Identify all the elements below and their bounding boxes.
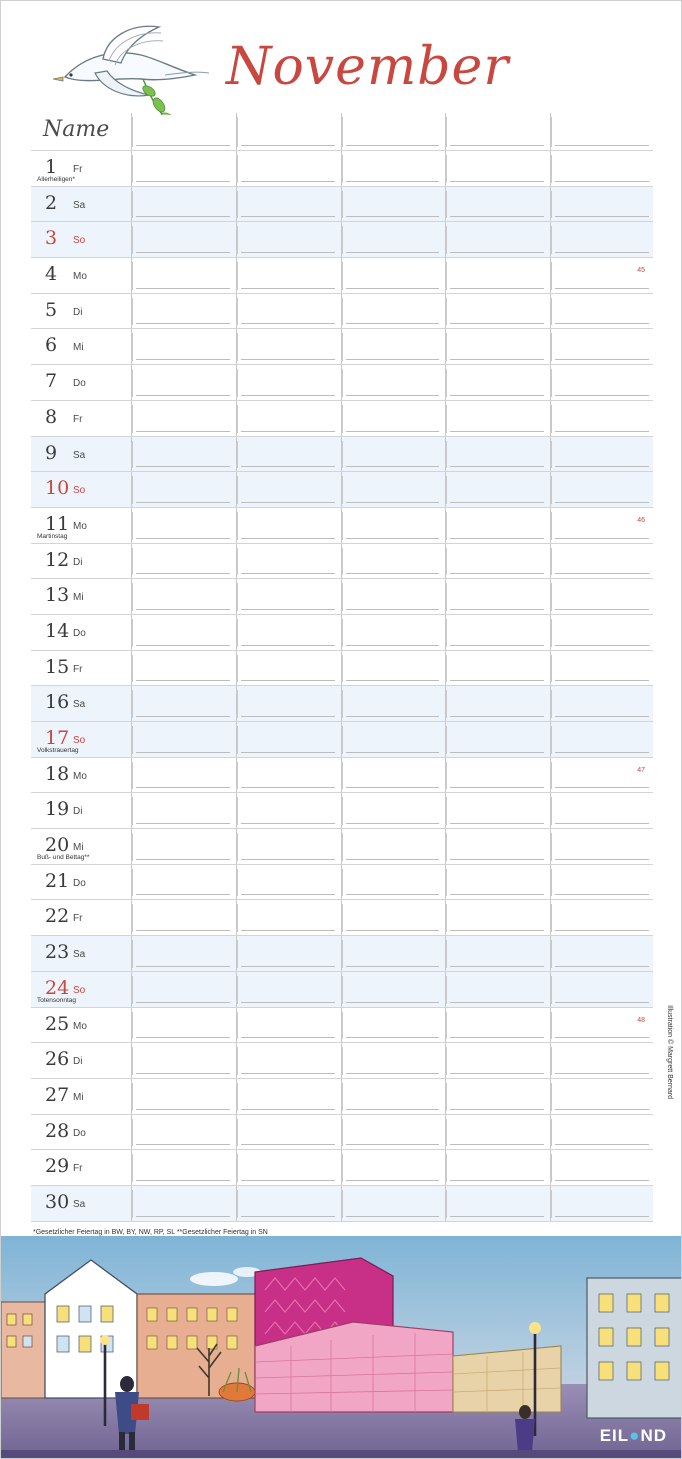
day-row bbox=[31, 151, 653, 187]
entry-cell[interactable] bbox=[236, 187, 339, 223]
name-label-cell bbox=[31, 113, 129, 151]
entry-cell[interactable] bbox=[445, 329, 548, 365]
entry-cell[interactable] bbox=[131, 401, 234, 437]
week-number: 48 bbox=[637, 1016, 645, 1024]
day-row bbox=[31, 936, 653, 972]
day-cell bbox=[31, 615, 129, 651]
entry-cell[interactable] bbox=[341, 472, 444, 508]
entry-cell[interactable] bbox=[550, 437, 653, 473]
entry-cell[interactable] bbox=[341, 437, 444, 473]
entry-cell[interactable] bbox=[236, 437, 339, 473]
entry-cell[interactable] bbox=[131, 508, 234, 544]
entry-cell[interactable] bbox=[131, 686, 234, 722]
entry-cell[interactable] bbox=[445, 651, 548, 687]
day-weekday-abbr: Do bbox=[73, 1127, 86, 1139]
entry-cell[interactable] bbox=[445, 437, 548, 473]
entry-cell[interactable] bbox=[445, 865, 548, 901]
day-number: 1 bbox=[45, 156, 58, 178]
entry-cell[interactable] bbox=[131, 437, 234, 473]
holiday-label: Allerheiligen* bbox=[37, 176, 75, 183]
entry-cell[interactable] bbox=[550, 1079, 653, 1115]
day-number: 11 bbox=[45, 512, 70, 535]
day-weekday-abbr: So bbox=[73, 485, 86, 497]
entry-cell[interactable] bbox=[131, 615, 234, 651]
day-weekday-abbr: Do bbox=[73, 877, 86, 889]
name-column-4[interactable] bbox=[445, 113, 548, 151]
day-number: 3 bbox=[45, 227, 58, 250]
page-title: November bbox=[226, 37, 510, 97]
entry-cell[interactable] bbox=[131, 151, 234, 187]
day-number: 13 bbox=[45, 584, 70, 607]
entry-cell[interactable] bbox=[131, 829, 234, 865]
entry-cell[interactable] bbox=[236, 329, 339, 365]
day-cell bbox=[31, 294, 129, 330]
day-row bbox=[31, 329, 653, 365]
entry-cell[interactable] bbox=[236, 722, 339, 758]
day-cell bbox=[31, 544, 129, 580]
day-weekday-abbr: So bbox=[73, 235, 86, 247]
day-cell bbox=[31, 936, 129, 972]
day-row bbox=[31, 972, 653, 1008]
day-number: 18 bbox=[45, 762, 70, 785]
day-weekday-abbr: Fr bbox=[73, 913, 83, 925]
entry-cell[interactable] bbox=[445, 508, 548, 544]
day-number: 9 bbox=[45, 441, 58, 464]
entry-cell[interactable] bbox=[236, 936, 339, 972]
entry-cell[interactable] bbox=[341, 1186, 444, 1222]
holiday-label: Martinstag bbox=[37, 532, 68, 540]
entry-cell[interactable] bbox=[236, 1043, 339, 1079]
day-weekday-abbr: Mo bbox=[73, 520, 87, 532]
day-number: 28 bbox=[45, 1119, 70, 1142]
day-cell bbox=[31, 508, 129, 544]
entry-cell[interactable] bbox=[445, 722, 548, 758]
day-number: 30 bbox=[45, 1190, 70, 1213]
entry-cell[interactable] bbox=[445, 1008, 548, 1044]
entry-cell[interactable] bbox=[445, 1043, 548, 1079]
entry-cell[interactable] bbox=[550, 722, 653, 758]
entry-cell[interactable] bbox=[445, 258, 548, 294]
entry-cell[interactable] bbox=[550, 972, 653, 1008]
entry-cell[interactable] bbox=[236, 1150, 339, 1186]
brand-logo bbox=[600, 1426, 667, 1446]
entry-cell[interactable] bbox=[550, 1186, 653, 1222]
day-number: 19 bbox=[45, 798, 70, 821]
entry-cell[interactable] bbox=[236, 508, 339, 544]
day-cell bbox=[31, 651, 129, 687]
day-cell bbox=[31, 1115, 129, 1151]
entry-cell[interactable] bbox=[236, 579, 339, 615]
day-row bbox=[31, 829, 653, 865]
day-row bbox=[31, 758, 653, 794]
day-row bbox=[31, 258, 653, 294]
day-number: 6 bbox=[45, 334, 58, 357]
entry-cell[interactable] bbox=[236, 758, 339, 794]
entry-cell[interactable] bbox=[131, 472, 234, 508]
day-row bbox=[31, 579, 653, 615]
day-cell bbox=[31, 579, 129, 615]
entry-cell[interactable] bbox=[445, 900, 548, 936]
entry-cell[interactable] bbox=[131, 329, 234, 365]
entry-cell[interactable] bbox=[131, 1008, 234, 1044]
entry-cell[interactable] bbox=[131, 294, 234, 330]
day-number: 16 bbox=[45, 691, 70, 714]
entry-cell[interactable] bbox=[445, 472, 548, 508]
entry-cell[interactable] bbox=[236, 365, 339, 401]
day-weekday-abbr: Mo bbox=[73, 271, 87, 283]
entry-cell[interactable] bbox=[131, 722, 234, 758]
entry-cell[interactable] bbox=[236, 258, 339, 294]
entry-cell[interactable] bbox=[341, 365, 444, 401]
entry-cell[interactable] bbox=[236, 401, 339, 437]
day-weekday-abbr: Sa bbox=[73, 699, 86, 711]
entry-cell[interactable] bbox=[131, 365, 234, 401]
day-weekday-abbr: Do bbox=[73, 378, 86, 390]
week-number: 46 bbox=[637, 516, 645, 524]
entry-cell[interactable] bbox=[131, 1043, 234, 1079]
entry-cell[interactable] bbox=[341, 294, 444, 330]
day-weekday-abbr: Sa bbox=[73, 1198, 86, 1210]
day-number: 14 bbox=[45, 619, 70, 642]
day-row bbox=[31, 294, 653, 330]
entry-cell[interactable] bbox=[236, 1008, 339, 1044]
day-cell bbox=[31, 686, 129, 722]
day-cell bbox=[31, 900, 129, 936]
entry-cell[interactable] bbox=[341, 1079, 444, 1115]
day-row bbox=[31, 401, 653, 437]
entry-cell[interactable] bbox=[131, 222, 234, 258]
day-number: 17 bbox=[45, 727, 70, 749]
entry-cell[interactable] bbox=[445, 936, 548, 972]
day-cell bbox=[31, 437, 129, 473]
day-cell bbox=[31, 1150, 129, 1186]
day-weekday-abbr: Fr bbox=[73, 164, 83, 175]
entry-cell[interactable] bbox=[341, 615, 444, 651]
name-column-2[interactable] bbox=[236, 113, 339, 151]
entry-cell[interactable] bbox=[131, 1150, 234, 1186]
day-cell bbox=[31, 187, 129, 223]
week-number: 45 bbox=[637, 267, 645, 275]
day-number: 26 bbox=[45, 1048, 70, 1071]
entry-cell[interactable] bbox=[550, 365, 653, 401]
day-weekday-abbr: Fr bbox=[73, 413, 83, 425]
entry-cell[interactable] bbox=[131, 865, 234, 901]
entry-cell[interactable] bbox=[236, 900, 339, 936]
day-cell bbox=[31, 1186, 129, 1222]
entry-cell[interactable] bbox=[445, 1115, 548, 1151]
entry-cell[interactable] bbox=[131, 1115, 234, 1151]
entry-cell[interactable] bbox=[131, 936, 234, 972]
day-number: 4 bbox=[45, 263, 58, 286]
day-number: 10 bbox=[45, 477, 70, 500]
day-cell bbox=[31, 829, 129, 865]
day-number: 29 bbox=[45, 1155, 70, 1178]
city-illustration bbox=[1, 1236, 682, 1459]
day-row bbox=[31, 187, 653, 223]
entry-cell[interactable] bbox=[550, 472, 653, 508]
entry-cell[interactable] bbox=[550, 829, 653, 865]
entry-cell[interactable] bbox=[236, 544, 339, 580]
entry-cell[interactable] bbox=[236, 1079, 339, 1115]
day-weekday-abbr: Di bbox=[73, 556, 83, 568]
day-row bbox=[31, 1115, 653, 1151]
entry-cell[interactable] bbox=[445, 365, 548, 401]
day-weekday-abbr: Di bbox=[73, 1056, 83, 1068]
entry-cell[interactable] bbox=[445, 187, 548, 223]
dove-with-olive-branch-icon bbox=[45, 15, 215, 115]
entry-cell[interactable] bbox=[445, 793, 548, 829]
entry-cell[interactable] bbox=[341, 972, 444, 1008]
entry-cell[interactable] bbox=[550, 401, 653, 437]
day-number: 7 bbox=[45, 370, 58, 393]
day-number: 23 bbox=[45, 941, 70, 964]
day-weekday-abbr: Fr bbox=[73, 663, 83, 675]
entry-cell[interactable] bbox=[236, 615, 339, 651]
entry-cell[interactable] bbox=[550, 544, 653, 580]
day-row bbox=[31, 865, 653, 901]
entry-cell[interactable] bbox=[445, 401, 548, 437]
entry-cell[interactable] bbox=[445, 972, 548, 1008]
entry-cell[interactable] bbox=[131, 258, 234, 294]
name-column-5[interactable] bbox=[550, 113, 653, 151]
calendar-header bbox=[1, 1, 681, 111]
day-number: 27 bbox=[45, 1083, 70, 1106]
day-number: 25 bbox=[45, 1012, 70, 1035]
day-weekday-abbr: Sa bbox=[73, 199, 86, 211]
day-weekday-abbr: Mo bbox=[73, 1020, 87, 1032]
entry-cell[interactable] bbox=[341, 508, 444, 544]
entry-cell[interactable] bbox=[550, 579, 653, 615]
day-weekday-abbr: Sa bbox=[73, 449, 86, 461]
brand-logo-dot: ● bbox=[629, 1426, 641, 1445]
day-cell bbox=[31, 1043, 129, 1079]
entry-cell[interactable] bbox=[341, 686, 444, 722]
week-number: 47 bbox=[637, 766, 645, 774]
day-weekday-abbr: Do bbox=[73, 627, 86, 639]
day-weekday-abbr: Mi bbox=[73, 592, 84, 604]
entry-cell[interactable] bbox=[550, 294, 653, 330]
entry-cell[interactable] bbox=[341, 900, 444, 936]
holiday-label: Volkstrauertag bbox=[37, 747, 79, 754]
entry-cell[interactable] bbox=[236, 793, 339, 829]
entry-cell[interactable] bbox=[550, 329, 653, 365]
day-row bbox=[31, 1008, 653, 1044]
calendar-grid bbox=[31, 113, 653, 1222]
entry-cell[interactable] bbox=[445, 829, 548, 865]
entry-cell[interactable] bbox=[341, 722, 444, 758]
entry-cell[interactable] bbox=[236, 472, 339, 508]
entry-cell[interactable] bbox=[550, 615, 653, 651]
day-row bbox=[31, 615, 653, 651]
entry-cell[interactable] bbox=[236, 651, 339, 687]
entry-cell[interactable] bbox=[236, 1115, 339, 1151]
day-weekday-abbr: Fr bbox=[73, 1163, 83, 1175]
entry-cell[interactable] bbox=[550, 1008, 653, 1044]
entry-cell[interactable] bbox=[341, 865, 444, 901]
day-cell bbox=[31, 758, 129, 794]
entry-cell[interactable] bbox=[445, 151, 548, 187]
brand-logo-left: EIL bbox=[599, 1426, 630, 1445]
entry-cell[interactable] bbox=[550, 222, 653, 258]
day-row bbox=[31, 365, 653, 401]
day-cell bbox=[31, 222, 129, 258]
entry-cell[interactable] bbox=[341, 187, 444, 223]
day-number: 22 bbox=[45, 905, 70, 928]
entry-cell[interactable] bbox=[550, 1150, 653, 1186]
entry-cell[interactable] bbox=[341, 758, 444, 794]
entry-cell[interactable] bbox=[236, 829, 339, 865]
name-column-3[interactable] bbox=[341, 113, 444, 151]
entry-cell[interactable] bbox=[445, 222, 548, 258]
day-cell bbox=[31, 1079, 129, 1115]
entry-cell[interactable] bbox=[550, 1043, 653, 1079]
illustration-credit: Illustration © Margrett Bernard bbox=[666, 1005, 673, 1099]
entry-cell[interactable] bbox=[131, 972, 234, 1008]
entry-cell[interactable] bbox=[131, 793, 234, 829]
entry-cell[interactable] bbox=[550, 865, 653, 901]
entry-cell[interactable] bbox=[341, 579, 444, 615]
day-weekday-abbr: Mi bbox=[73, 842, 84, 854]
entry-cell[interactable] bbox=[550, 151, 653, 187]
entry-cell[interactable] bbox=[341, 793, 444, 829]
day-number: 21 bbox=[45, 869, 70, 892]
day-row bbox=[31, 651, 653, 687]
day-weekday-abbr: Sa bbox=[73, 949, 86, 961]
brand-logo-right: ND bbox=[640, 1426, 667, 1445]
entry-cell[interactable] bbox=[131, 579, 234, 615]
entry-cell[interactable] bbox=[341, 401, 444, 437]
day-weekday-abbr: Di bbox=[73, 806, 83, 818]
day-cell bbox=[31, 329, 129, 365]
entry-cell[interactable] bbox=[236, 151, 339, 187]
day-cell bbox=[31, 401, 129, 437]
entry-cell[interactable] bbox=[550, 187, 653, 223]
entry-cell[interactable] bbox=[236, 1186, 339, 1222]
entry-cell[interactable] bbox=[341, 936, 444, 972]
day-cell bbox=[31, 258, 129, 294]
entry-cell[interactable] bbox=[341, 258, 444, 294]
day-number: 24 bbox=[45, 976, 70, 999]
entry-cell[interactable] bbox=[236, 865, 339, 901]
day-number: 2 bbox=[45, 191, 58, 214]
day-number: 8 bbox=[45, 405, 58, 428]
entry-cell[interactable] bbox=[236, 972, 339, 1008]
entry-cell[interactable] bbox=[341, 1043, 444, 1079]
entry-cell[interactable] bbox=[445, 579, 548, 615]
day-cell bbox=[31, 151, 129, 187]
day-cell bbox=[31, 472, 129, 508]
day-number: 20 bbox=[45, 834, 70, 857]
day-row bbox=[31, 508, 653, 544]
day-number: 5 bbox=[45, 298, 58, 321]
day-row bbox=[31, 900, 653, 936]
day-row bbox=[31, 686, 653, 722]
entry-cell[interactable] bbox=[341, 829, 444, 865]
entry-cell[interactable] bbox=[341, 222, 444, 258]
entry-cell[interactable] bbox=[131, 758, 234, 794]
day-row bbox=[31, 222, 653, 258]
entry-cell[interactable] bbox=[131, 651, 234, 687]
entry-cell[interactable] bbox=[341, 1008, 444, 1044]
entry-cell[interactable] bbox=[236, 294, 339, 330]
day-cell bbox=[31, 1008, 129, 1044]
name-header-row bbox=[31, 113, 653, 151]
entry-cell[interactable] bbox=[236, 686, 339, 722]
day-number: 15 bbox=[45, 655, 70, 678]
entry-cell[interactable] bbox=[131, 187, 234, 223]
day-cell bbox=[31, 365, 129, 401]
entry-cell[interactable] bbox=[550, 508, 653, 544]
entry-cell[interactable] bbox=[445, 686, 548, 722]
name-label: Name bbox=[43, 117, 110, 142]
entry-cell[interactable] bbox=[445, 1079, 548, 1115]
day-cell bbox=[31, 793, 129, 829]
entry-cell[interactable] bbox=[550, 900, 653, 936]
day-row bbox=[31, 1043, 653, 1079]
entry-cell[interactable] bbox=[550, 936, 653, 972]
entry-cell[interactable] bbox=[341, 544, 444, 580]
holiday-label: Buß- und Bettag** bbox=[37, 854, 90, 862]
day-weekday-abbr: Mi bbox=[73, 1091, 84, 1103]
entry-cell[interactable] bbox=[131, 1186, 234, 1222]
day-row bbox=[31, 1079, 653, 1115]
entry-cell[interactable] bbox=[550, 758, 653, 794]
entry-cell[interactable] bbox=[445, 294, 548, 330]
day-weekday-abbr: Mo bbox=[73, 770, 87, 782]
entry-cell[interactable] bbox=[341, 329, 444, 365]
entry-cell[interactable] bbox=[131, 1079, 234, 1115]
day-row bbox=[31, 793, 653, 829]
footnote-holidays: *Gesetzlicher Feiertag in BW, BY, NW, RP, SL **Gesetzlicher Feiertag in SN bbox=[33, 1229, 268, 1236]
entry-cell[interactable] bbox=[550, 1115, 653, 1151]
day-row bbox=[31, 437, 653, 473]
holiday-label: Totensonntag bbox=[37, 996, 77, 1004]
entry-cell[interactable] bbox=[341, 151, 444, 187]
entry-cell[interactable] bbox=[131, 544, 234, 580]
day-cell bbox=[31, 865, 129, 901]
day-cell bbox=[31, 722, 129, 758]
entry-cell[interactable] bbox=[445, 1150, 548, 1186]
day-weekday-abbr: So bbox=[73, 984, 86, 996]
entry-cell[interactable] bbox=[550, 258, 653, 294]
entry-cell[interactable] bbox=[445, 544, 548, 580]
day-row bbox=[31, 722, 653, 758]
day-cell bbox=[31, 972, 129, 1008]
entry-cell[interactable] bbox=[341, 651, 444, 687]
entry-cell[interactable] bbox=[445, 758, 548, 794]
day-row bbox=[31, 544, 653, 580]
entry-cell[interactable] bbox=[445, 1186, 548, 1222]
entry-cell[interactable] bbox=[131, 900, 234, 936]
entry-cell[interactable] bbox=[341, 1115, 444, 1151]
entry-cell[interactable] bbox=[445, 615, 548, 651]
day-weekday-abbr: So bbox=[73, 735, 86, 746]
entry-cell[interactable] bbox=[341, 1150, 444, 1186]
entry-cell[interactable] bbox=[236, 222, 339, 258]
entry-cell[interactable] bbox=[550, 793, 653, 829]
day-number: 12 bbox=[45, 548, 70, 571]
day-row bbox=[31, 472, 653, 508]
name-column-1[interactable] bbox=[131, 113, 234, 151]
entry-cell[interactable] bbox=[550, 651, 653, 687]
day-weekday-abbr: Mi bbox=[73, 342, 84, 354]
day-row bbox=[31, 1186, 653, 1222]
entry-cell[interactable] bbox=[550, 686, 653, 722]
day-weekday-abbr: Di bbox=[73, 306, 83, 318]
day-row bbox=[31, 1150, 653, 1186]
